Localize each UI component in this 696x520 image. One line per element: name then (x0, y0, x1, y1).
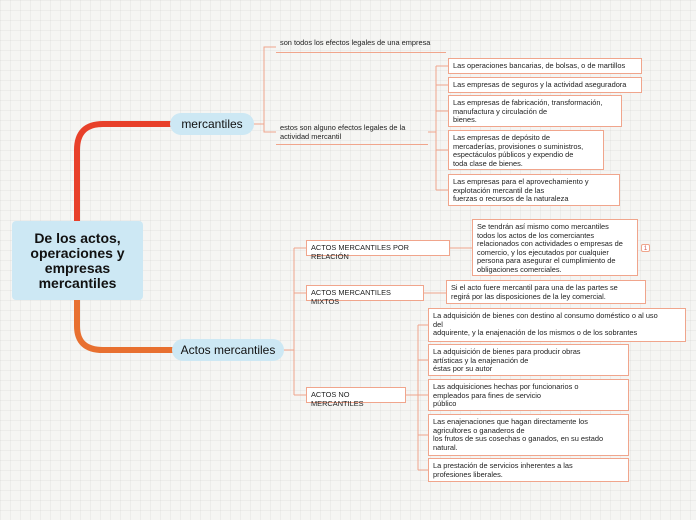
detail-actos-mixtos[interactable]: Si el acto fuere mercantil para una de las partes se regirá por las disposiciones de la ley comercial. (446, 280, 646, 304)
item-empresas-deposito[interactable]: Las empresas de depósito de mercaderías, provisiones o suministros, espectáculos públicos y expendio de toda clase de bienes. (448, 130, 604, 170)
node-actos-mixtos[interactable]: ACTOS MERCANTILES MIXTOS (306, 285, 424, 301)
item-operaciones-bancarias[interactable]: Las operaciones bancarias, de bolsas, o de martillos (448, 58, 642, 74)
item-prestacion-servicios[interactable]: La prestación de servicios inherentes a las profesiones liberales. (428, 458, 629, 482)
node-algunos-efectos[interactable]: estos son alguno efectos legales de la actividad mercantil (276, 124, 428, 145)
node-efectos-legales[interactable]: son todos los efectos legales de una empresa (276, 39, 446, 53)
item-empresas-seguros[interactable]: Las empresas de seguros y la actividad aseguradora (448, 77, 642, 93)
root-topic[interactable] (12, 221, 143, 300)
topic-mercantiles-label: mercantiles (181, 117, 243, 131)
note-count-badge[interactable]: 1 (641, 244, 650, 252)
node-actos-relacion[interactable]: ACTOS MERCANTILES POR RELACIÓN (306, 240, 450, 256)
item-adquisicion-consumo[interactable]: La adquisición de bienes con destino al consumo doméstico o al uso del adquirente, y la enajenación de los mismos o de los sobrantes (428, 308, 686, 342)
item-enajenaciones-agricultores[interactable]: Las enajenaciones que hagan directamente los agricultores o ganaderos de los frutos de sus cosechas o ganados, en su estado natural. (428, 414, 629, 456)
item-adquisicion-obras[interactable]: La adquisición de bienes para producir obras artísticas y la enajenación de éstas por su autor (428, 344, 629, 376)
item-empresas-fabricacion[interactable]: Las empresas de fabricación, transformación, manufactura y circulación de bienes. (448, 95, 622, 127)
topic-mercantiles[interactable] (170, 113, 254, 135)
node-actos-no-mercantiles[interactable]: ACTOS NO MERCANTILES (306, 387, 406, 403)
topic-actos-label: Actos mercantiles (180, 343, 276, 357)
item-adquisiciones-funcionarios[interactable]: Las adquisiciones hechas por funcionarios o empleados para fines de servicio público (428, 379, 629, 411)
topic-actos-mercantiles[interactable] (172, 339, 284, 361)
detail-actos-relacion[interactable]: Se tendrán así mismo como mercantiles todos los actos de los comerciantes relacionados con actividades o empresas de comercio, y los ejecutados por cualquier persona para asegurar el cumplimiento de obligaciones comerciales. (472, 219, 638, 276)
root-topic-label: De los actos, operaciones y empresas mercantiles (30, 229, 125, 291)
item-empresas-aprovechamiento[interactable]: Las empresas para el aprovechamiento y explotación mercantil de las fuerzas o recursos de la naturaleza (448, 174, 620, 206)
